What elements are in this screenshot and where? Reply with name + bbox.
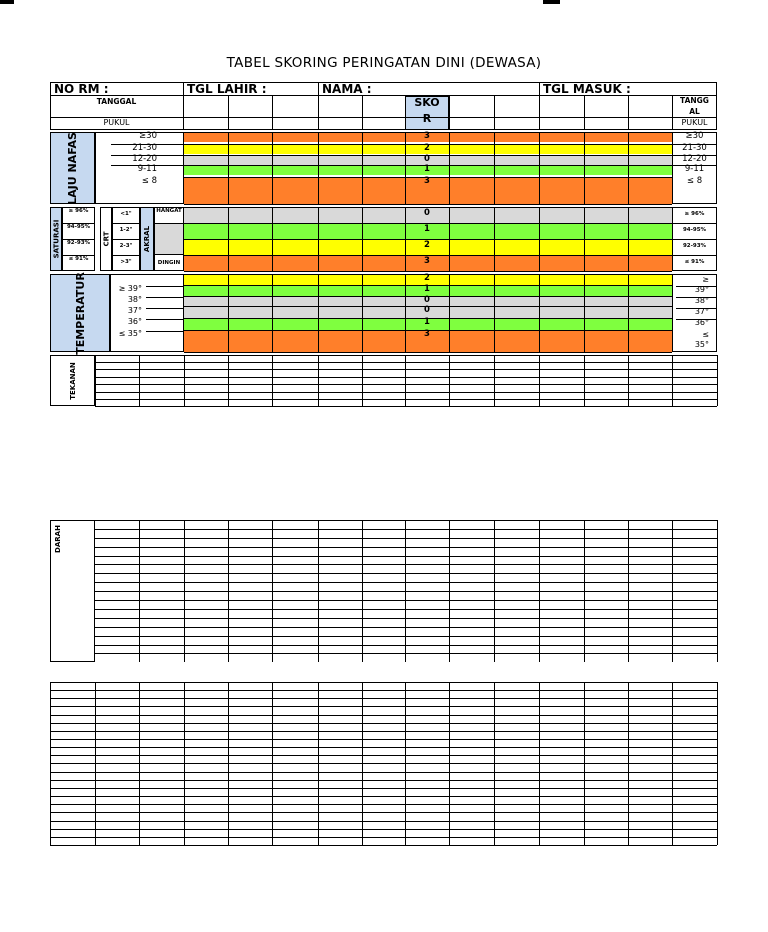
grid-hline	[184, 352, 672, 353]
grid-hline	[672, 223, 717, 224]
grid-vline	[628, 132, 629, 204]
crt-value: <1"	[120, 211, 132, 217]
grid-vline	[318, 207, 319, 271]
laju-nafas-score: 3	[424, 131, 430, 141]
grid-vline	[318, 96, 319, 130]
grid-vline	[228, 682, 229, 845]
grid-hline	[676, 286, 717, 287]
header-vline	[318, 82, 319, 95]
grid-vline	[272, 682, 273, 845]
grid-vline	[584, 355, 585, 406]
grid-vline	[494, 207, 495, 271]
grid-hline	[50, 796, 717, 797]
grid-vline	[405, 96, 406, 130]
grid-vline	[139, 355, 140, 406]
grid-vline	[449, 520, 450, 662]
grid-vline	[405, 274, 406, 352]
grid-hline	[95, 369, 717, 370]
grid-vline	[362, 207, 363, 271]
grid-vline	[318, 682, 319, 845]
grid-vline	[539, 132, 540, 204]
grid-hline	[184, 204, 672, 205]
header-vline	[539, 82, 540, 95]
grid-vline	[539, 207, 540, 271]
grid-vline	[539, 355, 540, 406]
crt-label: CRT	[100, 207, 112, 271]
grid-vline	[362, 96, 363, 130]
grid-vline	[272, 274, 273, 352]
temperatur-score: 0	[424, 295, 430, 305]
grid-vline	[717, 682, 718, 845]
grid-vline	[405, 682, 406, 845]
grid-hline	[183, 117, 717, 118]
grid-hline	[676, 308, 717, 309]
saturasi-score: 0	[424, 208, 430, 218]
temperatur-score: 1	[424, 317, 430, 327]
temperatur-right-value: 37°	[694, 307, 709, 316]
temperatur-right-value: 36°	[694, 318, 709, 327]
tekanan-label: TEKANAN	[50, 355, 95, 406]
grid-vline	[272, 96, 273, 130]
grid-vline	[318, 274, 319, 352]
grid-vline	[272, 520, 273, 662]
pukul-label: PUKUL	[103, 118, 130, 127]
grid-vline	[449, 274, 450, 352]
grid-vline	[672, 355, 673, 406]
laju-nafas-range: 9-11	[137, 164, 157, 174]
grid-vline	[494, 274, 495, 352]
grid-hline	[95, 547, 717, 548]
grid-hline	[146, 286, 184, 287]
saturasi-score: 2	[424, 240, 430, 250]
grid-hline	[111, 165, 184, 166]
grid-hline	[676, 319, 717, 320]
tanggal-right-1: TANGG	[680, 96, 709, 105]
saturasi-value: ≤ 91%	[68, 256, 89, 262]
grid-hline	[95, 600, 717, 601]
laju-nafas-range: 12-20	[132, 154, 157, 164]
grid-hline	[672, 155, 717, 156]
grid-vline	[272, 207, 273, 271]
grid-vline	[628, 520, 629, 662]
top-mark-left	[0, 0, 14, 4]
grid-vline	[449, 682, 450, 845]
grid-hline	[50, 763, 717, 764]
saturasi-value: 94-95%	[66, 224, 91, 230]
grid-vline	[494, 520, 495, 662]
temperatur-range: 38°	[127, 295, 142, 304]
grid-vline	[139, 682, 140, 845]
temperatur-range: ≤ 35°	[118, 329, 142, 338]
grid-hline	[95, 377, 717, 378]
grid-vline	[318, 132, 319, 204]
grid-hline	[112, 239, 140, 240]
laju-nafas-score: 0	[424, 154, 430, 164]
grid-vline	[272, 132, 273, 204]
grid-vline	[494, 682, 495, 845]
grid-hline	[95, 556, 717, 557]
grid-vline	[405, 207, 406, 271]
grid-hline	[95, 636, 717, 637]
saturasi-value: ≥ 96%	[68, 208, 89, 214]
temperatur-right-value: ≤	[702, 330, 709, 339]
tgl-masuk-label: TGL MASUK :	[543, 82, 631, 96]
grid-hline	[95, 529, 717, 530]
grid-hline	[95, 355, 717, 356]
grid-hline	[50, 829, 717, 830]
no-rm-label: NO RM :	[54, 82, 109, 96]
grid-vline	[228, 207, 229, 271]
grid-vline	[672, 96, 673, 130]
grid-hline	[50, 731, 717, 732]
grid-vline	[184, 682, 185, 845]
temperatur-range: ≥ 39°	[118, 284, 142, 293]
grid-hline	[50, 837, 717, 838]
grid-hline	[111, 155, 184, 156]
header-vline	[183, 82, 184, 130]
grid-vline	[494, 132, 495, 204]
grid-hline	[146, 319, 184, 320]
grid-vline	[405, 520, 406, 662]
grid-hline	[112, 255, 140, 256]
grid-hline	[95, 591, 717, 592]
grid-vline	[228, 132, 229, 204]
grid-vline	[184, 520, 185, 662]
grid-vline	[584, 520, 585, 662]
crt-value: >3"	[120, 259, 132, 265]
grid-hline	[50, 682, 717, 683]
laju-nafas-label: LAJU NAFAS	[50, 132, 95, 204]
grid-vline	[628, 207, 629, 271]
grid-vline	[228, 355, 229, 406]
grid-hline	[50, 755, 717, 756]
grid-hline	[95, 384, 717, 385]
grid-vline	[584, 132, 585, 204]
grid-vline	[362, 274, 363, 352]
grid-vline	[318, 520, 319, 662]
crt-value: 2-3"	[119, 243, 133, 249]
skor-header-top: SKO	[414, 96, 440, 109]
grid-vline	[672, 682, 673, 845]
grid-hline	[95, 520, 717, 521]
tgl-lahir-label: TGL LAHIR :	[187, 82, 267, 96]
grid-hline	[50, 845, 717, 846]
temperatur-range: 37°	[127, 306, 142, 315]
grid-hline	[50, 698, 717, 699]
tanggal-right-2: AL	[689, 107, 700, 116]
akral-label: AKRAL	[140, 207, 154, 271]
grid-hline	[50, 780, 717, 781]
grid-hline	[95, 582, 717, 583]
top-mark-right	[543, 0, 560, 4]
laju-nafas-range: 21-30	[132, 143, 157, 153]
grid-hline	[50, 706, 717, 707]
laju-nafas-right-value: 12-20	[682, 154, 707, 164]
grid-hline	[50, 804, 717, 805]
crt-value: 1-2"	[119, 227, 133, 233]
skor-header-bottom: R	[422, 112, 432, 125]
grid-hline	[676, 297, 717, 298]
grid-hline	[50, 690, 717, 691]
akral-dingin: DINGIN	[157, 260, 181, 266]
laju-nafas-score: 3	[424, 176, 430, 186]
grid-hline	[672, 239, 717, 240]
grid-hline	[95, 609, 717, 610]
grid-vline	[628, 682, 629, 845]
grid-vline	[362, 682, 363, 845]
grid-vline	[494, 355, 495, 406]
grid-vline	[405, 355, 406, 406]
laju-nafas-score: 2	[424, 143, 430, 153]
grid-vline	[584, 274, 585, 352]
grid-vline	[539, 96, 540, 130]
grid-hline	[146, 308, 184, 309]
saturasi-right-value: ≤ 91%	[684, 259, 705, 265]
grid-hline	[112, 223, 140, 224]
grid-vline	[672, 520, 673, 662]
grid-vline	[228, 520, 229, 662]
temperatur-range: 36°	[127, 317, 142, 326]
grid-vline	[584, 682, 585, 845]
grid-vline	[539, 520, 540, 662]
saturasi-value: 92-93%	[66, 240, 91, 246]
saturasi-right-value: 92-93%	[682, 243, 707, 249]
grid-vline	[449, 96, 450, 130]
grid-hline	[62, 255, 95, 256]
temperatur-right-value: 38°	[694, 296, 709, 305]
grid-vline	[184, 355, 185, 406]
grid-vline	[628, 355, 629, 406]
temperatur-score: 1	[424, 284, 430, 294]
grid-hline	[95, 538, 717, 539]
grid-vline	[449, 207, 450, 271]
temperatur-score: 0	[424, 305, 430, 315]
grid-vline	[584, 96, 585, 130]
grid-vline	[449, 355, 450, 406]
grid-hline	[95, 618, 717, 619]
temperatur-score: 2	[424, 273, 430, 283]
pukul-right: PUKUL	[681, 118, 708, 127]
grid-vline	[362, 520, 363, 662]
grid-vline	[628, 96, 629, 130]
grid-hline	[672, 255, 717, 256]
akral-hangat: HANGAT	[156, 208, 182, 214]
grid-hline	[672, 165, 717, 166]
temperatur-right-value: 35°	[694, 340, 709, 349]
grid-vline	[95, 682, 96, 845]
grid-vline	[318, 355, 319, 406]
nama-label: NAMA :	[322, 82, 372, 96]
grid-vline	[362, 132, 363, 204]
grid-hline	[146, 297, 184, 298]
darah-label: DARAH	[54, 525, 62, 553]
grid-vline	[272, 355, 273, 406]
page-title: TABEL SKORING PERINGATAN DINI (DEWASA)	[226, 55, 542, 71]
grid-vline	[362, 355, 363, 406]
grid-hline	[146, 331, 184, 332]
grid-vline	[95, 355, 96, 406]
grid-vline	[717, 355, 718, 406]
grid-hline	[95, 564, 717, 565]
grid-hline	[50, 788, 717, 789]
saturasi-right-value: ≥ 96%	[684, 211, 705, 217]
grid-hline	[95, 573, 717, 574]
grid-hline	[95, 392, 717, 393]
grid-hline	[62, 223, 95, 224]
grid-hline	[62, 239, 95, 240]
grid-hline	[95, 406, 717, 407]
grid-vline	[584, 207, 585, 271]
laju-nafas-right-value: 9-11	[684, 164, 705, 174]
temperatur-right-value: 39°	[694, 285, 709, 294]
tanggal-label: TANGGAL	[96, 97, 137, 106]
grid-vline	[228, 274, 229, 352]
grid-hline	[50, 739, 717, 740]
grid-vline	[628, 274, 629, 352]
grid-hline	[111, 144, 184, 145]
temperatur-right-value: ≥	[702, 275, 709, 284]
grid-hline	[50, 747, 717, 748]
saturasi-right-value: 94-95%	[682, 227, 707, 233]
temperatur-score: 3	[424, 329, 430, 339]
grid-vline	[717, 520, 718, 662]
grid-hline	[50, 723, 717, 724]
grid-hline	[50, 821, 717, 822]
grid-vline	[449, 132, 450, 204]
grid-vline	[539, 682, 540, 845]
grid-vline	[50, 682, 51, 845]
laju-nafas-right-value: 21-30	[682, 143, 707, 153]
laju-nafas-range: ≤ 8	[141, 176, 157, 186]
saturasi-label: SATURASI	[50, 207, 62, 271]
grid-hline	[95, 627, 717, 628]
grid-hline	[184, 271, 672, 272]
grid-hline	[672, 144, 717, 145]
laju-nafas-range: ≥30	[139, 131, 157, 141]
grid-hline	[50, 715, 717, 716]
grid-vline	[539, 274, 540, 352]
akral-mid	[154, 223, 184, 255]
grid-hline	[95, 653, 717, 654]
grid-vline	[139, 520, 140, 662]
saturasi-score: 1	[424, 224, 430, 234]
grid-vline	[228, 96, 229, 130]
saturasi-score: 3	[424, 256, 430, 266]
laju-nafas-right-value: ≥30	[685, 131, 704, 141]
grid-hline	[50, 812, 717, 813]
laju-nafas-right-value: ≤ 8	[686, 176, 703, 186]
grid-vline	[405, 132, 406, 204]
grid-hline	[50, 772, 717, 773]
grid-hline	[95, 362, 717, 363]
grid-hline	[95, 399, 717, 400]
laju-nafas-score: 1	[424, 164, 430, 174]
temperatur-label: TEMPERATUR	[50, 274, 110, 352]
grid-hline	[95, 645, 717, 646]
grid-vline	[494, 96, 495, 130]
